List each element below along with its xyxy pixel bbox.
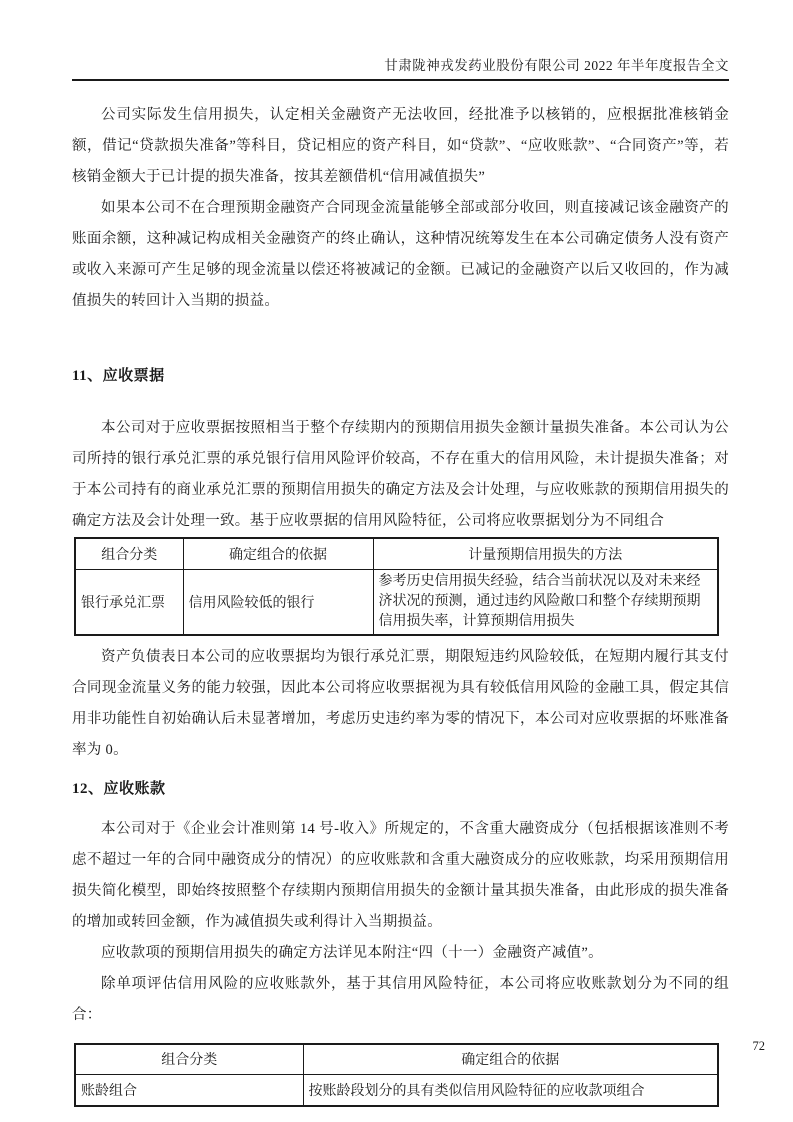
table2-header-basis: 确定组合的依据 — [303, 1044, 718, 1075]
accounts-receivable-portfolio-table — [74, 1043, 719, 1107]
table1-cell-method: 参考历史信用损失经验，结合当前状况以及对未来经济状况的预测，通过违约风险敞口和整个存续期预期信用损失率，计算预期信用损失 — [373, 569, 718, 635]
table2-cell-basis: 按账龄段划分的具有类似信用风险特征的应收款项组合 — [303, 1075, 718, 1106]
table-header-row — [75, 538, 718, 569]
page-number: 72 — [752, 1039, 765, 1053]
paragraph-notes-receivable-policy: 本公司对于应收票据按照相当于整个存续期内的预期信用损失金额计量损失准备。本公司认为公司所持的银行承兑汇票的承兑银行信用风险评价较高，不存在重大的信用风险，未计提损失准备；对于本公司持有的商业承兑汇票的预期信用损失的确定方法及会计处理，与应收账款的预期信用损失的确定方法及会计处理一致。基于应收票据的信用风险特征，公司将应收票据划分为不同组合 — [72, 420, 729, 529]
table-row — [75, 1075, 718, 1106]
table1-header-method: 计量预期信用损失的方法 — [373, 538, 718, 569]
page-header — [72, 0, 729, 81]
paragraph-balance-sheet-notes: 资产负债表日本公司的应收票据均为银行承兑汇票，期限短违约风险较低，在短期内履行其支付合同现金流量义务的能力较强，因此本公司将应收票据视为具有较低信用风险的金融工具，假定其信用非功能性自初始确认后未显著增加，考虑历史违约率为零的情况下，本公司对应收票据的坏账准备率为 0。 — [72, 648, 729, 758]
section-heading-notes-receivable: 11、应收票据 — [72, 368, 165, 384]
table1-cell-basis: 信用风险较低的银行 — [183, 569, 373, 635]
table1-cell-portfolio: 银行承兑汇票 — [75, 569, 183, 635]
notes-receivable-portfolio-table — [74, 537, 719, 636]
table-row — [75, 569, 718, 635]
paragraph-direct-writedown: 如果本公司不在合理预期金融资产合同现金流量能够全部或部分收回，则直接减记该金融资产的账面余额，这种减记构成相关金融资产的终止确认，这种情况统筹发生在本公司确定债务人没有资产或收入来源可产生足够的现金流量以偿还将被减记的金额。已减记的金融资产以后又收回的，作为减值损失的转回计入当期的损益。 — [72, 200, 729, 309]
paragraph-credit-loss-writeoff: 公司实际发生信用损失，认定相关金融资产无法收回，经批准予以核销的，应根据批准核销金额，借记“贷款损失准备”等科目，贷记相应的资产科目，如“贷款”、“应收账款”、“合同资产”等，若核销金额大于已计提的损失准备，按其差额借机“信用减值损失” — [72, 107, 729, 185]
table1-header-basis: 确定组合的依据 — [183, 538, 373, 569]
table1-header-portfolio: 组合分类 — [75, 538, 183, 569]
table-header-row — [75, 1044, 718, 1075]
report-title: 甘肃陇神戎发药业股份有限公司 2022 年半年度报告全文 — [384, 58, 729, 73]
paragraph-ecl-reference: 应收款项的预期信用损失的确定方法详见本附注“四（十一）金融资产减值”。 — [101, 944, 603, 961]
paragraph-grouping-intro: 除单项评估信用风险的应收账款外，基于其信用风险特征，本公司将应收账款划分为不同的组合： — [72, 975, 729, 1023]
paragraph-accounts-receivable-policy: 本公司对于《企业会计准则第 14 号-收入》所规定的，不含重大融资成分（包括根据该准则不考虑不超过一年的合同中融资成分的情况）的应收账款和含重大融资成分的应收账款，均采用预期信用损失简化模型，即始终按照整个存续期内预期信用损失的金额计量其损失准备，由此形成的损失准备的增加或转回金额，作为减值损失或利得计入当期损益。 — [72, 820, 729, 930]
table2-header-portfolio: 组合分类 — [75, 1044, 303, 1075]
table2-cell-portfolio: 账龄组合 — [75, 1075, 303, 1106]
section-heading-accounts-receivable: 12、应收账款 — [72, 780, 166, 797]
